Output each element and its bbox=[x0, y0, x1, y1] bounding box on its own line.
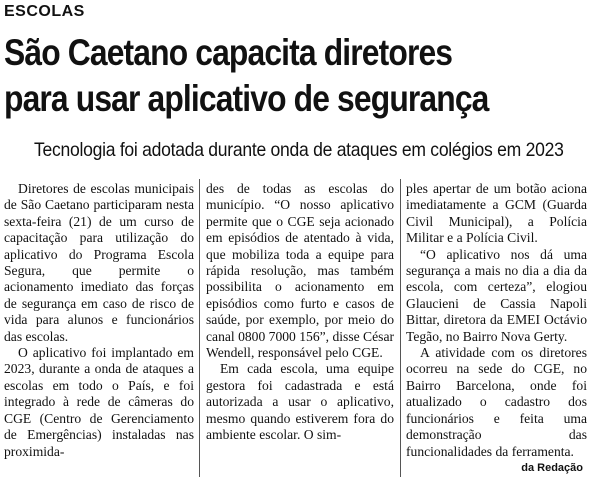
article-column-2 bbox=[206, 181, 394, 444]
headline-line-1: São Caetano capacita diretores bbox=[4, 32, 453, 73]
author-credit: da Redação bbox=[521, 462, 583, 474]
article-column-1 bbox=[4, 181, 194, 460]
paragraph: “O aplicativo nos dá uma segurança a mais no dia a dia da escola, com certeza”, elogiou Glaucieni de Cassia Napoli Bittar, diretora da EMEI Octávio Tegão, no Bairro Nova Gerty. bbox=[406, 246, 587, 344]
paragraph: O aplicativo foi implantado em 2023, durante a onda de ataques a escolas em todo o País, e foi integrado à rede de câmeras do CGE (Centro de Gerenciamento de Emergências) instaladas nas proximida- bbox=[4, 345, 194, 459]
column-divider bbox=[199, 179, 200, 477]
paragraph: A atividade com os diretores ocorreu na sede do CGE, no Bairro Barcelona, onde foi atualizado o cadastro dos funcionários e feita uma demonstração das funcionalidades da ferramenta. bbox=[406, 345, 587, 459]
paragraph: des de todas as escolas do município. “O nosso aplicativo permite que o CGE seja acionado em episódios de atentado à vida, que mobiliza toda a equipe para rápida resolução, mas também possibilita o acionamento em episódios como furto e casos de saúde, por exemplo, por meio do canal 0800 7000 156”, disse César Wendell, responsável pelo CGE. bbox=[206, 181, 395, 361]
paragraph: Em cada escola, uma equipe gestora foi cadastrada e está autorizada a usar o aplicativo, mesmo quando estiverem fora do ambiente escolar. O sim- bbox=[206, 361, 394, 443]
headline-line-2: para usar aplicativo de segurança bbox=[4, 78, 489, 119]
paragraph: Diretores de escolas municipais de São Caetano participaram nesta sexta-feira (21) de um curso de capacitação para utilização do aplicativo do Programa Escola Segura, que permite o acionamento imediato das forças de segurança em caso de risco de vida para alunos e funcionários das escolas. bbox=[4, 181, 194, 344]
paragraph: ples apertar de um botão aciona imediatamente a GCM (Guarda Civil Municipal), a Polícia Militar e a Polícia Civil. bbox=[406, 181, 587, 246]
column-divider bbox=[400, 179, 401, 477]
section-tag: ESCOLAS bbox=[4, 3, 85, 20]
article-column-3 bbox=[406, 181, 587, 460]
headline bbox=[4, 30, 505, 122]
subheadline: Tecnologia foi adotada durante onda de ataques em colégios em 2023 bbox=[34, 139, 564, 161]
